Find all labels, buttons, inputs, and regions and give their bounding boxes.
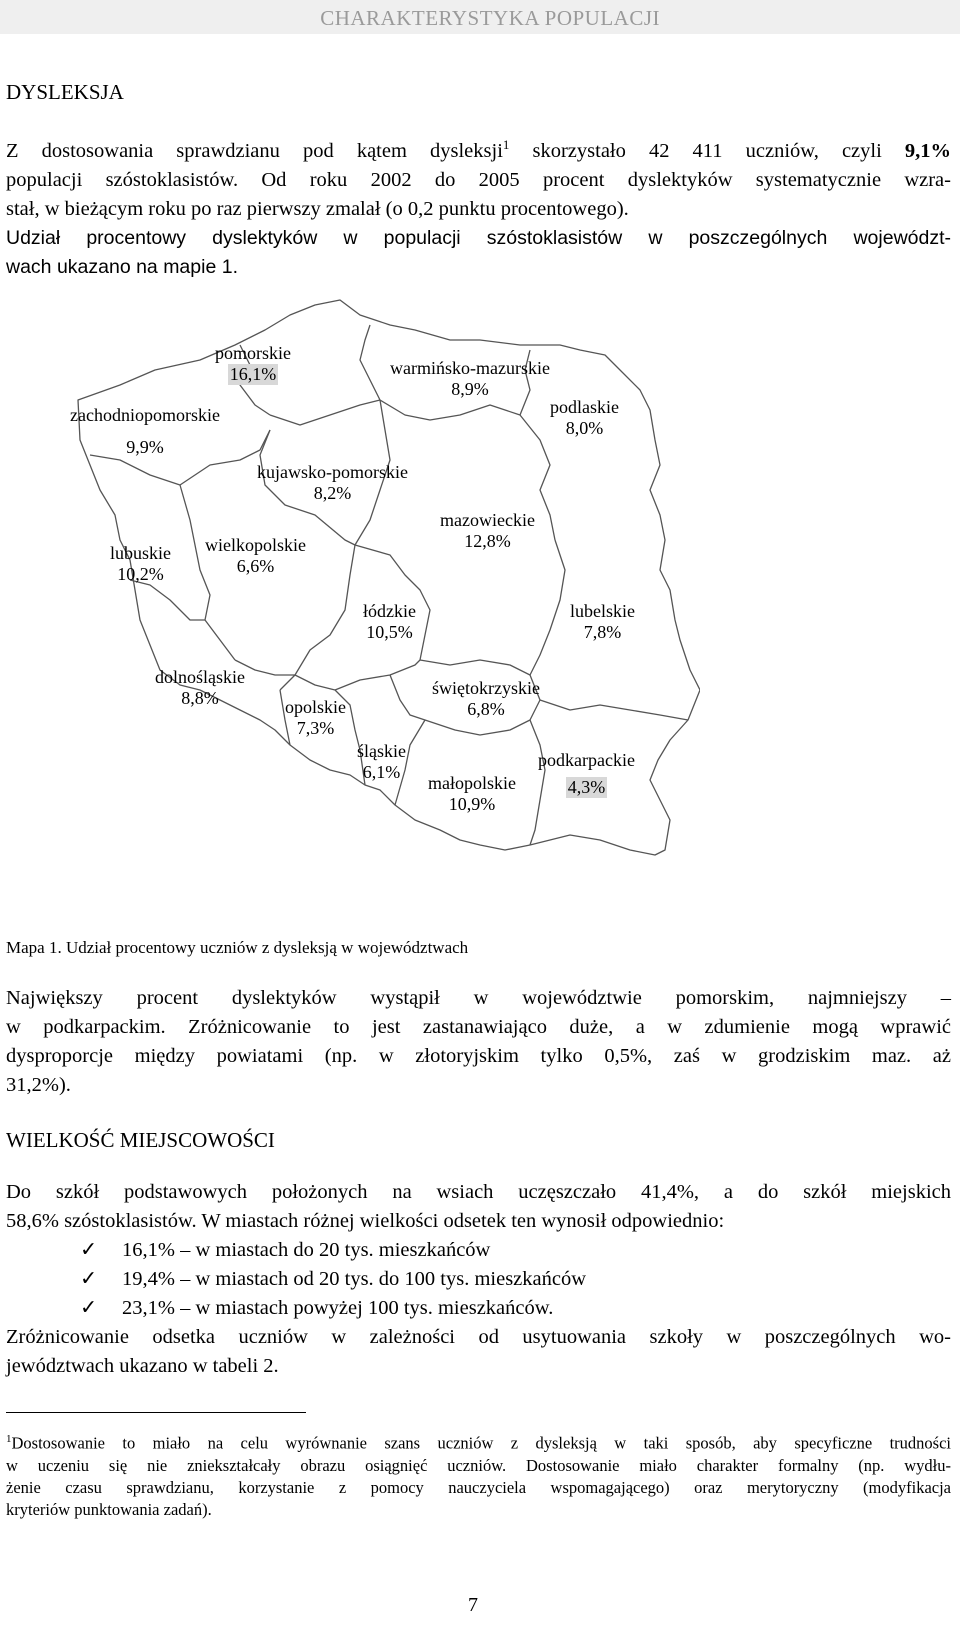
border-lubuskie-south bbox=[130, 580, 205, 620]
list-item: ✓ 23,1% – w miastach powyżej 100 tys. mieszkańców. bbox=[80, 1294, 586, 1323]
paragraph-line: w podkarpackim. Zróżnicowanie to jest zastanawiająco duże, a w zdumienie mogą wprawić bbox=[6, 1016, 951, 1038]
map-label-warminsko-mazurskie: warmińsko-mazurskie 8,9% bbox=[390, 358, 550, 399]
border-mazowieckie-lubelskie bbox=[530, 540, 565, 675]
footnote-line: $^1$Dostosowanie to miało na celu wyrównanie szans uczniów z dysleksją w taki sposób, aby specyficzne trudności bbox=[6, 1433, 951, 1453]
map-label-mazowieckie: mazowieckie 12,8% bbox=[440, 510, 535, 551]
map-label-swietokrzyskie: świętokrzyskie 6,8% bbox=[432, 678, 540, 719]
map-label-opolskie: opolskie 7,3% bbox=[285, 697, 346, 738]
poland-voivodeship-map bbox=[60, 290, 700, 900]
map-label-podlaskie: podlaskie 8,0% bbox=[550, 397, 619, 438]
paragraph-dysleksja-analysis bbox=[6, 984, 951, 1100]
paragraph-line: jewództwach ukazano w tabeli 2. bbox=[6, 1355, 279, 1377]
section-heading-wielkosc-miejscowosci: WIELKOŚĆ MIEJSCOWOŚCI bbox=[6, 1128, 275, 1152]
paragraph-line: wach ukazano na mapie 1. bbox=[6, 255, 238, 278]
map-caption: Mapa 1. Udział procentowy uczniów z dysleksją w województwach bbox=[6, 938, 469, 957]
border-pomorskie-south bbox=[270, 400, 380, 425]
map-label-wielkopolskie: wielkopolskie 6,6% bbox=[205, 535, 306, 576]
running-header-title: CHARAKTERYSTYKA POPULACJI bbox=[320, 6, 660, 30]
paragraph-line: Udział procentowy dyslektyków w populacji szóstoklasistów w poszczególnych województ- bbox=[6, 226, 951, 249]
footnote-mark: 1 bbox=[6, 1433, 12, 1445]
map-label-kujawsko-pomorskie: kujawsko-pomorskie 8,2% bbox=[257, 462, 408, 503]
map-label-lubuskie: lubuskie 10,2% bbox=[110, 543, 171, 584]
border-swietokrzyskie-north bbox=[420, 660, 530, 675]
border-warminsko-south bbox=[380, 400, 520, 420]
footnote bbox=[6, 1428, 951, 1521]
border-lodzkie-south bbox=[335, 660, 420, 690]
map-label-dolnoslaskie: dolnośląskie 8,8% bbox=[155, 667, 245, 708]
footnote-ref: 1 bbox=[502, 137, 510, 152]
paragraph-line: Do szkół podstawowych położonych na wsiach uczęszczało 41,4%, a do szkół miejskich bbox=[6, 1181, 951, 1203]
map-label-podkarpackie: podkarpackie 4,3% bbox=[538, 750, 635, 797]
checkmark-icon: ✓ bbox=[80, 1239, 98, 1261]
map-label-lodzkie: łódzkie 10,5% bbox=[363, 601, 416, 642]
border-slaskie-malopolskie bbox=[390, 675, 425, 805]
list-item: ✓ 16,1% – w miastach do 20 tys. mieszkańców bbox=[80, 1236, 586, 1265]
paragraph-line: populacji szóstoklasistów. Od roku 2002 do 2005 procent dyslektyków systematycznie wzra- bbox=[6, 168, 951, 191]
footnote-line: żenie czasu sprawdzianu, korzystanie z pomocy nauczyciela wspomagającego) oraz merytoryczny (modyfikacja bbox=[6, 1477, 951, 1497]
paragraph-line: Z dostosowania sprawdzianu pod kątem dysleksji$^1$ skorzystało 42 411 uczniów, czyli 9,1% bbox=[6, 137, 952, 162]
footnote-rule bbox=[6, 1412, 306, 1413]
checkmark-icon: ✓ bbox=[80, 1297, 98, 1319]
list-item: ✓ 19,4% – w miastach od 20 tys. do 100 tys. mieszkańców bbox=[80, 1265, 586, 1294]
footnote-line: w uczeniu się nie zniekształcały obrazu osiągnięć uczniów. Dostosowanie miało charakter formalny (np. wydłu- bbox=[6, 1455, 951, 1475]
paragraph-table-ref bbox=[6, 1323, 951, 1381]
city-size-list bbox=[80, 1236, 586, 1323]
map-label-malopolskie: małopolskie 10,9% bbox=[428, 773, 516, 814]
paragraph-dysleksja-intro bbox=[6, 130, 951, 282]
map-label-lubelskie: lubelskie 7,8% bbox=[570, 601, 635, 642]
paragraph-locality bbox=[6, 1178, 951, 1236]
border-lubelskie-podkarpackie bbox=[540, 700, 688, 720]
paragraph-line: Zróżnicowanie odsetka uczniów w zależności od usytuowania szkoły w poszczególnych wo- bbox=[6, 1326, 951, 1348]
paragraph-line: 31,2%). bbox=[6, 1074, 71, 1096]
paragraph-line: 58,6% szóstoklasistów. W miastach różnej wielkości odsetek ten wynosił odpowiednio: bbox=[6, 1210, 725, 1232]
map-outline bbox=[60, 290, 700, 900]
map-label-slaskie: śląskie 6,1% bbox=[357, 741, 406, 782]
section-heading-dysleksja: DYSLEKSJA bbox=[6, 80, 124, 104]
footnote-line: kryteriów punktowania zadań). bbox=[6, 1499, 212, 1519]
page-number: 7 bbox=[468, 1594, 478, 1616]
paragraph-line: Największy procent dyslektyków wystąpił w województwie pomorskim, najmniejszy – bbox=[6, 987, 951, 1009]
map-label-zachodniopomorskie: zachodniopomorskie 9,9% bbox=[70, 405, 220, 457]
paragraph-line: stał, w bieżącym roku po raz pierwszy zmalał (o 0,2 punktu procentowego). bbox=[6, 197, 629, 220]
border-pomorskie-warminsko bbox=[360, 325, 380, 400]
running-header bbox=[0, 0, 960, 34]
paragraph-line: dysproporcje między powiatami (np. w złotoryjskim tylko 0,5%, zaś w grodziskim maz. aż bbox=[6, 1045, 951, 1067]
checkmark-icon: ✓ bbox=[80, 1268, 98, 1290]
share-percentage: 9,1% bbox=[904, 139, 952, 162]
map-label-pomorskie: pomorskie 16,1% bbox=[215, 343, 291, 384]
